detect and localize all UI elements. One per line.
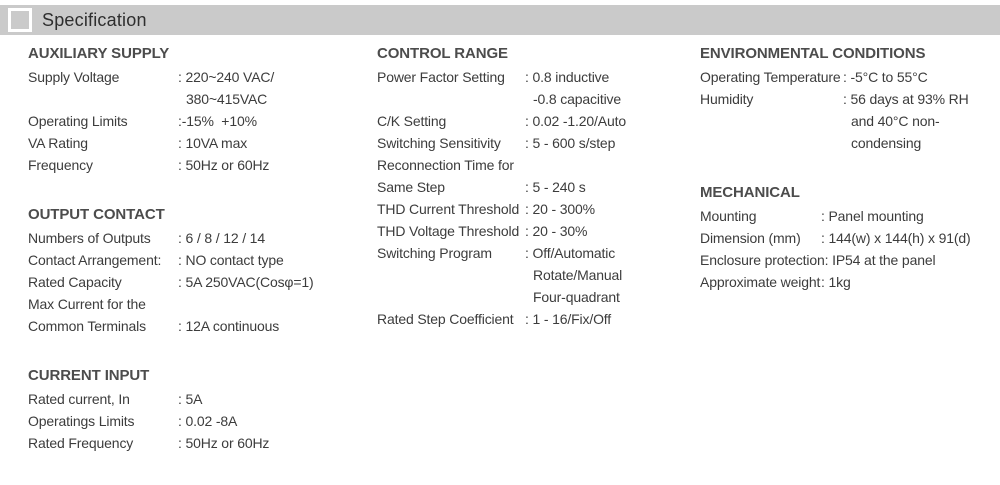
spec-value: : 220~240 VAC/ [178, 69, 275, 85]
spec-value: Four-quadrant [533, 289, 620, 305]
spec-row [377, 91, 700, 113]
spec-value: : 5A 250VAC(Cosφ=1) [178, 274, 314, 290]
section-title: MECHANICAL [700, 184, 800, 201]
spec-row [377, 289, 700, 311]
spec-row [700, 91, 1000, 113]
spec-value: : 50Hz or 60Hz [178, 435, 270, 451]
spec-label: Supply Voltage [28, 69, 120, 85]
spec-row [28, 296, 377, 318]
spec-label: Power Factor Setting [377, 69, 505, 85]
spec-value: : 50Hz or 60Hz [178, 157, 270, 173]
spec-label: Contact Arrangement: [28, 252, 162, 268]
spec-row [377, 245, 700, 267]
spec-row [377, 201, 700, 223]
spec-value: Rotate/Manual [533, 267, 623, 283]
spec-value: : Off/Automatic [525, 245, 616, 261]
spec-row [700, 208, 1000, 230]
spec-value: : 20 - 30% [525, 223, 588, 239]
spec-label: Rated Frequency [28, 435, 134, 451]
spec-label: Operating Limits [28, 113, 128, 129]
spec-label: Common Terminals [28, 318, 146, 334]
spec-label: Same Step [377, 179, 445, 195]
spec-row [700, 230, 1000, 252]
spec-label: Humidity [700, 91, 754, 107]
spec-row [700, 135, 1000, 157]
spec-row [700, 274, 1000, 296]
spec-value: -0.8 capacitive [533, 91, 622, 107]
spec-label: Switching Program [377, 245, 492, 261]
spec-row [377, 157, 700, 179]
spec-section [28, 45, 377, 179]
spec-value: : 5 - 600 s/step [525, 135, 616, 151]
spec-value: : 10VA max [178, 135, 248, 151]
spec-value: : IP54 at the panel [824, 252, 936, 268]
section-title: CONTROL RANGE [377, 45, 508, 62]
spec-row [377, 179, 700, 201]
spec-row [377, 311, 700, 333]
spec-row [377, 267, 700, 289]
spec-column-2 [377, 45, 700, 484]
spec-row [28, 274, 377, 296]
spec-label: Operating Temperature [700, 69, 841, 85]
spec-value: : 5 - 240 s [525, 179, 586, 195]
spec-row [700, 113, 1000, 135]
spec-value: : 12A continuous [178, 318, 280, 334]
square-bullet-icon [8, 8, 32, 32]
spec-value: : -5°C to 55°C [843, 69, 928, 85]
spec-label: C/K Setting [377, 113, 447, 129]
spec-label: Dimension (mm) [700, 230, 801, 246]
spec-row [28, 69, 377, 91]
spec-row [28, 91, 377, 113]
spec-value: : 56 days at 93% RH [843, 91, 969, 107]
spec-column-1 [28, 45, 377, 484]
spec-row [28, 318, 377, 340]
spec-row [28, 252, 377, 274]
spec-value: : 20 - 300% [525, 201, 595, 217]
spec-value: condensing [851, 135, 922, 151]
spec-label: VA Rating [28, 135, 88, 151]
spec-label: THD Voltage Threshold [377, 223, 520, 239]
section-title: CURRENT INPUT [28, 367, 150, 384]
section-title: AUXILIARY SUPPLY [28, 45, 170, 62]
spec-row [700, 69, 1000, 91]
page-title: Specification [42, 9, 147, 30]
spec-value: : 144(w) x 144(h) x 91(d) [821, 230, 971, 246]
spec-row [700, 252, 1000, 274]
spec-row [28, 135, 377, 157]
specification-content [0, 45, 1000, 484]
spec-label: Max Current for the [28, 296, 146, 312]
spec-value: : 5A [178, 391, 203, 407]
spec-row [28, 157, 377, 179]
spec-label: Enclosure protection [700, 252, 825, 268]
spec-row [377, 113, 700, 135]
section-title: ENVIRONMENTAL CONDITIONS [700, 45, 926, 62]
spec-label: Approximate weight [700, 274, 821, 290]
spec-row [28, 413, 377, 435]
spec-label: Frequency [28, 157, 93, 173]
section-header-bar [0, 5, 1000, 35]
spec-value: : Panel mounting [821, 208, 924, 224]
spec-row [28, 391, 377, 413]
spec-label: Switching Sensitivity [377, 135, 501, 151]
spec-row [28, 230, 377, 252]
spec-label: Mounting [700, 208, 757, 224]
spec-label: Numbers of Outputs [28, 230, 151, 246]
spec-row [28, 113, 377, 135]
spec-value: : 0.02 -1.20/Auto [525, 113, 626, 129]
spec-label: THD Current Threshold [377, 201, 520, 217]
spec-value: : NO contact type [178, 252, 284, 268]
spec-value: : 0.02 -8A [178, 413, 238, 429]
spec-label: Rated current, In [28, 391, 130, 407]
spec-label: Rated Capacity [28, 274, 122, 290]
section-title: OUTPUT CONTACT [28, 206, 165, 223]
spec-section [700, 184, 1000, 296]
spec-row [377, 223, 700, 245]
spec-label: Operatings Limits [28, 413, 135, 429]
spec-value: 380~415VAC [186, 91, 268, 107]
spec-value: : 0.8 inductive [525, 69, 610, 85]
spec-value: :-15% +10% [178, 113, 257, 129]
spec-column-3 [700, 45, 1000, 484]
spec-section [377, 45, 700, 333]
spec-value: : 1kg [821, 274, 851, 290]
spec-value: : 1 - 16/Fix/Off [525, 311, 612, 327]
spec-section [28, 206, 377, 340]
spec-row [377, 135, 700, 157]
spec-section [28, 367, 377, 457]
spec-value: : 6 / 8 / 12 / 14 [178, 230, 265, 246]
spec-value: and 40°C non- [851, 113, 940, 129]
spec-label: Rated Step Coefficient [377, 311, 514, 327]
spec-label: Reconnection Time for [377, 157, 514, 173]
spec-row [28, 435, 377, 457]
spec-row [377, 69, 700, 91]
spec-section [700, 45, 1000, 157]
